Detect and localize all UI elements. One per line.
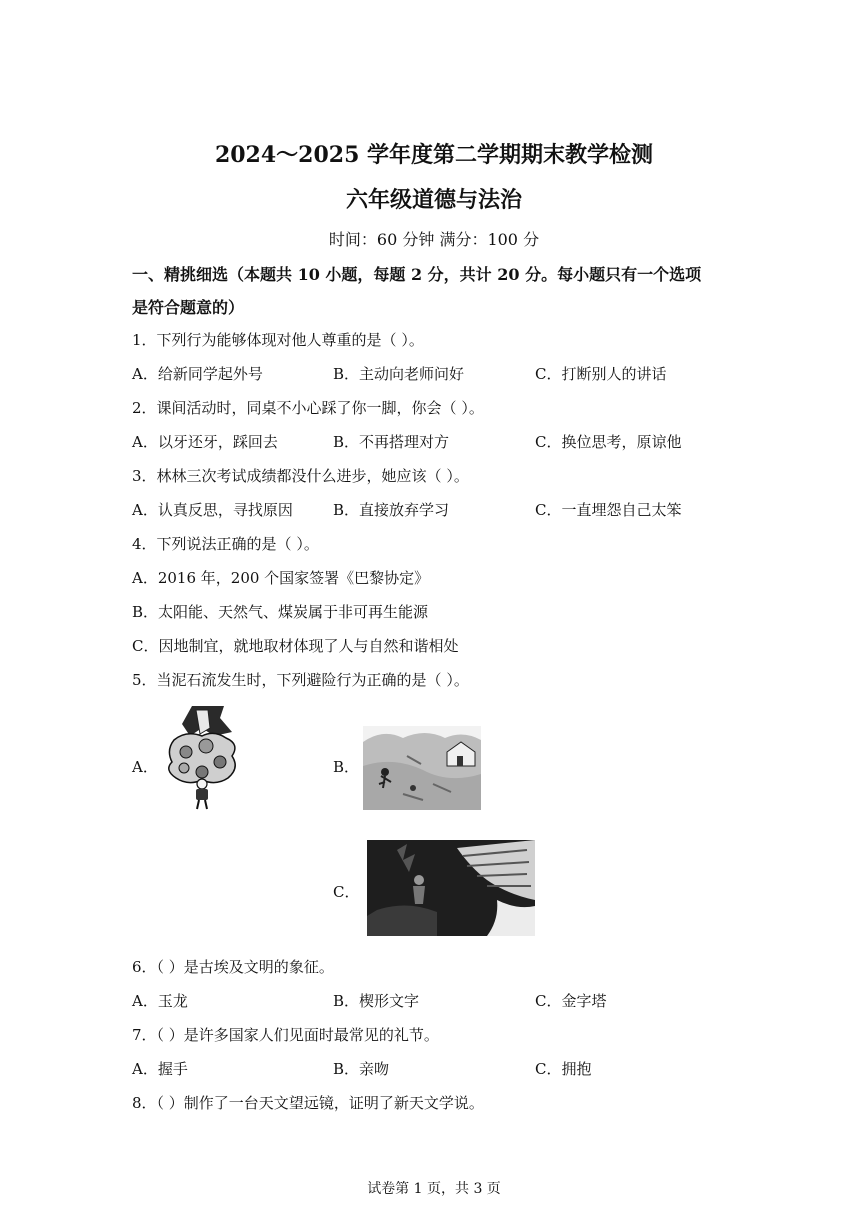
exam-title: 2024～2025 学年度第二学期期末教学检测: [214, 142, 654, 168]
question-5-option-b: B．: [333, 758, 360, 776]
question-3-option-c: C．一直埋怨自己太笨: [535, 501, 682, 519]
question-2-option-b: B．不再搭理对方: [333, 433, 450, 451]
question-6-option-a: A．玉龙: [132, 992, 188, 1010]
mudslide-option-b-image: [363, 726, 481, 810]
question-7-option-a: A．握手: [132, 1060, 188, 1078]
question-1-option-a: A．给新同学起外号: [132, 365, 263, 383]
section-heading-line1: 一、精挑细选（本题共 10 小题，每题 2 分，共计 20 分。每小题只有一个选项: [132, 265, 702, 284]
question-7-stem: 7．（ ）是许多国家人们见面时最常见的礼节。: [132, 1026, 439, 1044]
question-3-option-a: A．认真反思，寻找原因: [132, 501, 293, 519]
question-1-option-c: C．打断别人的讲话: [535, 365, 667, 383]
section-heading-line2: 是符合题意的）: [132, 298, 245, 317]
question-1-stem: 1．下列行为能够体现对他人尊重的是（ ）。: [132, 331, 424, 349]
question-7-option-b: B．亲吻: [333, 1060, 390, 1078]
question-6-stem: 6．（ ）是古埃及文明的象征。: [132, 958, 334, 976]
page-footer: 试卷第 1 页，共 3 页: [367, 1181, 501, 1197]
question-4-stem: 4．下列说法正确的是（ ）。: [132, 535, 319, 553]
question-6-option-b: B．楔形文字: [333, 992, 420, 1010]
question-4-option-b: B．太阳能、天然气、煤炭属于非可再生能源: [132, 603, 429, 621]
question-3-stem: 3．林林三次考试成绩都没什么进步，她应该（ ）。: [132, 467, 469, 485]
question-6-option-c: C．金字塔: [535, 992, 607, 1010]
question-2-option-a: A．以牙还牙，踩回去: [132, 433, 278, 451]
mudslide-option-c-image: [367, 840, 535, 936]
question-5-option-c: C．: [333, 883, 360, 901]
question-4-option-a: A．2016 年，200 个国家签署《巴黎协定》: [132, 569, 430, 587]
question-2-option-c: C．换位思考，原谅他: [535, 433, 682, 451]
question-4-option-c: C．因地制宜，就地取材体现了人与自然和谐相处: [132, 637, 459, 655]
mudslide-option-a-image: [162, 706, 242, 810]
question-2-stem: 2．课间活动时，同桌不小心踩了你一脚，你会（ ）。: [132, 399, 484, 417]
question-8-stem: 8．（ ）制作了一台天文望远镜，证明了新天文学说。: [132, 1094, 484, 1112]
question-5-stem: 5．当泥石流发生时，下列避险行为正确的是（ ）。: [132, 671, 469, 689]
exam-subject: 六年级道德与法治: [345, 187, 522, 213]
question-5-option-a: A．: [132, 758, 158, 776]
exam-meta: 时间：60 分钟 满分：100 分: [328, 230, 540, 249]
question-3-option-b: B．直接放弃学习: [333, 501, 450, 519]
question-7-option-c: C．拥抱: [535, 1060, 592, 1078]
question-1-option-b: B．主动向老师问好: [333, 365, 465, 383]
